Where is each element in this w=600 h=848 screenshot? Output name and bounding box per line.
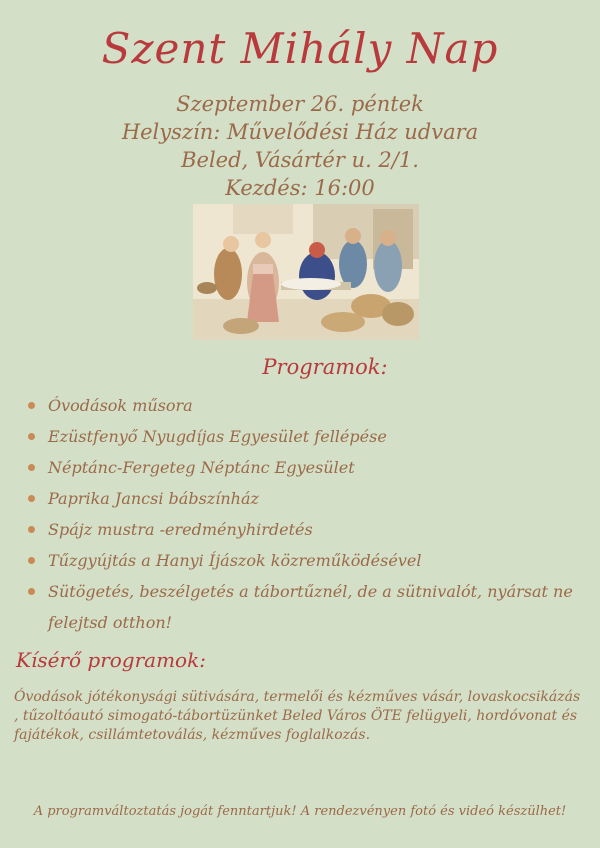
programs-heading: Programok: xyxy=(262,355,388,379)
list-item: Néptánc-Fergeteg Néptánc Egyesület xyxy=(22,452,582,483)
list-item: Tűzgyújtás a Hanyi Íjászok közreműködésével xyxy=(22,545,582,576)
market-scene-image xyxy=(193,204,419,340)
programs-list xyxy=(22,390,582,638)
event-info xyxy=(0,90,600,202)
event-title: Szent Mihály Nap xyxy=(101,24,499,73)
side-programs-text: Óvodások jótékonysági sütivására, termelői és kézműves vásár, lovaskocsikázás , tűzoltóautó simogató-tábortüzünket Beled Város ÖTE felügyeli, hordóvonat és fajátékok, csillámtetoválás, kézműves foglalkozás. xyxy=(14,689,581,743)
bullet-icon xyxy=(28,495,35,502)
bullet-icon xyxy=(28,557,35,564)
list-item: Spájz mustra -eredményhirdetés xyxy=(22,514,582,545)
bullet-icon xyxy=(28,526,35,533)
event-address: Beled, Vásártér u. 2/1. xyxy=(181,148,419,172)
side-programs-heading: Kísérő programok: xyxy=(16,648,206,672)
list-item: Óvodások műsora xyxy=(22,390,582,421)
list-item: Ezüstfenyő Nyugdíjas Egyesület fellépése xyxy=(22,421,582,452)
market-illustration xyxy=(193,204,419,340)
bullet-icon xyxy=(28,402,35,409)
bullet-icon xyxy=(28,588,35,595)
bullet-icon xyxy=(28,464,35,471)
list-item: Sütögetés, beszélgetés a tábortűznél, de a sütnivalót, nyársat ne felejtsd otthon! xyxy=(22,576,582,638)
bullet-icon xyxy=(28,433,35,440)
list-item: Paprika Jancsi bábszínház xyxy=(22,483,582,514)
event-start-time: Kezdés: 16:00 xyxy=(225,176,375,200)
event-venue: Helyszín: Művelődési Ház udvara xyxy=(121,120,479,144)
footer-note: A programváltoztatás jogát fenntartjuk! A rendezvényen fotó és videó készülhet! xyxy=(33,804,567,819)
event-date: Szeptember 26. péntek xyxy=(176,92,424,116)
